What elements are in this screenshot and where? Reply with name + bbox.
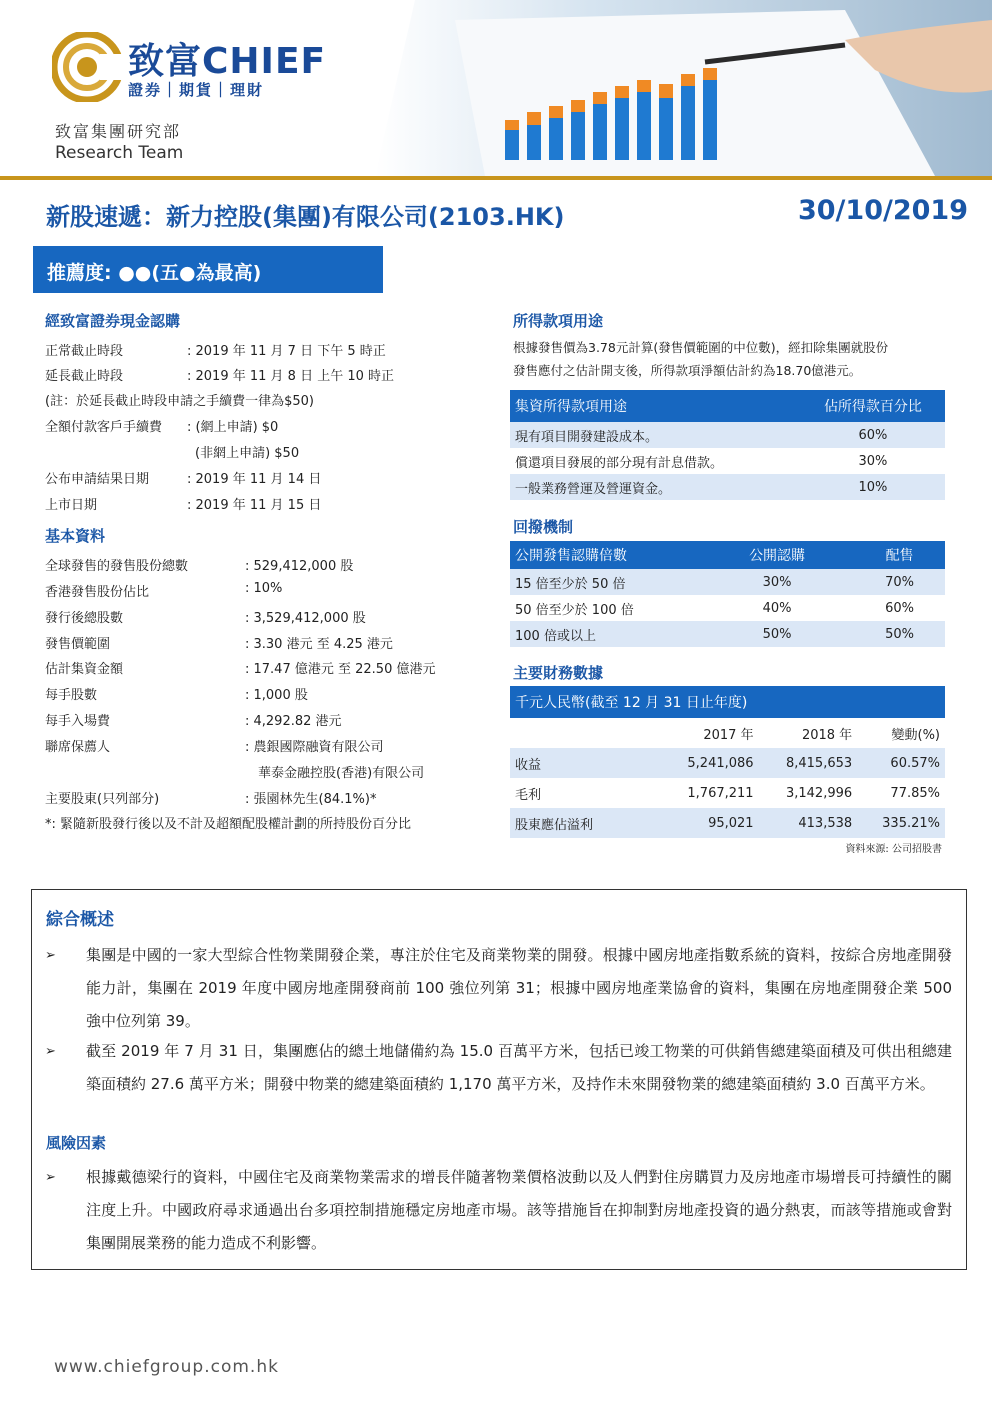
cell-pct: 10% (801, 474, 945, 500)
kv-key: 發行後總股數 (45, 611, 124, 626)
table-row (510, 748, 945, 778)
report-title: 新股速遞：新力控股(集團)有限公司(2103.HK) (46, 203, 565, 231)
kv-value: : 2019 年 11 月 15 日 (187, 498, 322, 513)
bullet-arrow-icon: ➢ (45, 1044, 56, 1059)
table-row (510, 595, 945, 621)
cell-use: 現有項目開發建設成本。 (510, 422, 801, 448)
kv-key: 公布申請結果日期 (45, 472, 150, 487)
cell: 95,021 (660, 808, 759, 838)
cell: 413,538 (759, 808, 858, 838)
clawback-heading: 回撥機制 (513, 518, 574, 536)
year-header-row (510, 718, 945, 748)
col-header: 公開發售認購倍數 (510, 541, 700, 569)
risk-heading: 風險因素 (46, 1134, 107, 1152)
basic-footnote: *: 緊隨新股發行後以及不計及超額配股權計劃的所持股份百分比 (45, 817, 412, 832)
kv-key: 全球發售的發售股份總數 (45, 559, 189, 574)
cell-label: 毛利 (515, 787, 542, 803)
chief-logo-icon (52, 32, 122, 102)
col-header: 集資所得款項用途 (510, 390, 801, 422)
data-source-note: 資料來源: 公司招股書 (845, 844, 942, 855)
rating-banner: 推薦度: ●●(五●為最高) (33, 246, 383, 293)
col-header: 2017 年 (703, 727, 754, 743)
cell: 60% (885, 600, 915, 616)
col-header: 變動(%) (891, 727, 940, 743)
cell-label: 股東應佔溢利 (510, 808, 660, 838)
cell-use: 償還項目發展的部分現有計息借款。 (515, 455, 724, 471)
proceeds-line-1: 根據發售價為3.78元計算(發售價範圍的中位數)，經扣除集團就股份 (513, 340, 889, 355)
table-row (510, 474, 945, 500)
unit-header: 千元人民幣(截至 12 月 31 日止年度) (510, 686, 945, 718)
kv-value: : 農銀國際融資有限公司 (245, 740, 384, 755)
bullet-arrow-icon: ➢ (45, 1170, 56, 1185)
cell: 335.21% (857, 808, 945, 838)
cell: 60.57% (857, 748, 945, 778)
kv-key: 上市日期 (45, 498, 98, 513)
summary-heading: 綜合概述 (46, 910, 114, 930)
cell-pct: 30% (858, 453, 888, 469)
cell: 50% (700, 621, 854, 647)
kv-value: : 4,292.82 港元 (245, 714, 342, 729)
kv-key: 估計集資金額 (45, 662, 124, 677)
table-row (510, 422, 945, 448)
kv-key: 主要股東(只列部分) (45, 792, 160, 807)
kv-key: 香港發售股份佔比 (45, 585, 150, 600)
cell-label: 收益 (510, 748, 660, 778)
bullet-arrow-icon: ➢ (45, 948, 56, 963)
kv-value: : 1,000 股 (245, 688, 308, 703)
financials-table (510, 686, 945, 838)
kv-value: : 2019 年 11 月 14 日 (187, 472, 322, 487)
kv-value: : 529,412,000 股 (245, 559, 354, 574)
department-cn: 致富集團研究部 (55, 122, 182, 141)
hero-chart-image (375, 0, 992, 176)
kv-value: : 17.47 億港元 至 22.50 億港元 (245, 662, 436, 677)
table-row (510, 621, 945, 647)
cell: 40% (762, 600, 792, 616)
cell-pct: 60% (801, 422, 945, 448)
brand-tagline: 證券｜期貨｜理財 (128, 81, 265, 99)
summary-point-1: 集團是中國的一家大型綜合性物業開發企業，專注於住宅及商業物業的開發。根據中國房地產指數系統的資料，按綜合房地產開發能力計，集團在 2019 年度中國房地產開發商前 100 強位列第 31；根據中國房地產業協會的資料，集團在房地產開發企業 500 強中位列第 39。 (86, 946, 952, 1030)
kv-key: 每手入場費 (45, 714, 111, 729)
col-header: 佔所得款百分比 (801, 390, 945, 422)
kv-value: : (網上申請) $0 (187, 420, 279, 435)
cell: 30% (700, 569, 854, 595)
kv-key: 延長截止時段 (45, 369, 124, 384)
report-date: 30/10/2019 (797, 195, 968, 226)
col-header: 配售 (854, 541, 945, 569)
cell: 50% (854, 621, 945, 647)
kv-value: : 3,529,412,000 股 (245, 611, 366, 626)
kv-note: (註：於延長截止時段申請之手續費一律為$50) (45, 394, 314, 409)
subscription-heading: 經致富證券現金認購 (45, 312, 181, 330)
report-header (0, 0, 992, 178)
kv-value: : 3.30 港元 至 4.25 港元 (245, 637, 393, 652)
proceeds-heading: 所得款項用途 (513, 312, 604, 330)
header-divider (0, 176, 992, 180)
brand-name: 致富CHIEF (128, 41, 327, 82)
col-header: 2018 年 (801, 727, 853, 743)
clawback-table (510, 541, 945, 647)
kv-value: : 2019 年 11 月 7 日 下午 5 時正 (187, 344, 386, 359)
kv-value: : 10% (245, 581, 283, 596)
table-row (510, 778, 945, 808)
kv-value: : 2019 年 11 月 8 日 上午 10 時正 (187, 369, 395, 384)
table-row (510, 569, 945, 595)
table-header-row (510, 541, 945, 569)
cell-use: 一般業務營運及營運資金。 (510, 474, 801, 500)
proceeds-paragraph (513, 336, 953, 382)
kv-key: 發售價範圍 (45, 637, 111, 652)
col-header: 公開認購 (700, 541, 854, 569)
basic-info-heading: 基本資料 (45, 527, 106, 545)
kv-value: : 張園林先生(84.1%)* (245, 792, 377, 807)
table-row (510, 448, 945, 474)
kv-key: 每手股數 (45, 688, 98, 703)
footer-website-link[interactable]: www.chiefgroup.com.hk (54, 1357, 279, 1377)
proceeds-table (510, 390, 945, 500)
table-header-row (510, 390, 945, 422)
cell: 50 倍至少於 100 倍 (515, 602, 634, 618)
proceeds-line-2: 發售應付之估計開支後，所得款項淨額估計約為18.70億港元。 (513, 363, 862, 378)
kv-key: 聯席保薦人 (45, 740, 111, 755)
cell: 70% (854, 569, 945, 595)
cell: 15 倍至少於 50 倍 (510, 569, 700, 595)
kv-key: 全額付款客戶手續費 (45, 420, 163, 435)
table-header-row (510, 686, 945, 718)
kv-value: (非網上申請) $50 (195, 446, 300, 461)
cell: 8,415,653 (759, 748, 858, 778)
cell: 77.85% (890, 785, 940, 801)
cell: 100 倍或以上 (510, 621, 700, 647)
kv-key: 正常截止時段 (45, 344, 124, 359)
risk-point-1: 根據戴德梁行的資料，中國住宅及商業物業需求的增長伴隨著物業價格波動以及人們對住房購買力及房地產市場增長可持續性的關注度上升。中國政府尋求通過出台多項控制措施穩定房地產市場。該等措施旨在抑制對房地產投資的過分熱衷，而該等措施或會對集團開展業務的能力造成不利影響。 (86, 1168, 952, 1252)
cell: 3,142,996 (785, 785, 853, 801)
table-row (510, 808, 945, 838)
cell: 1,767,211 (687, 785, 754, 801)
cell: 5,241,086 (660, 748, 759, 778)
kv-value: 華泰金融控股(香港)有限公司 (258, 766, 425, 781)
summary-point-2: 截至 2019 年 7 月 31 日，集團應佔的總土地儲備約為 15.0 百萬平方米，包括已竣工物業的可供銷售總建築面積及可供出租總建築面積約 27.6 萬平方米；開發中物業的總建築面積約 1,170 萬平方米，及持作未來開發物業的總建築面積約 3.0 百萬平方米。 (86, 1042, 952, 1093)
department-en: Research Team (55, 143, 184, 163)
financials-heading: 主要財務數據 (513, 664, 604, 682)
